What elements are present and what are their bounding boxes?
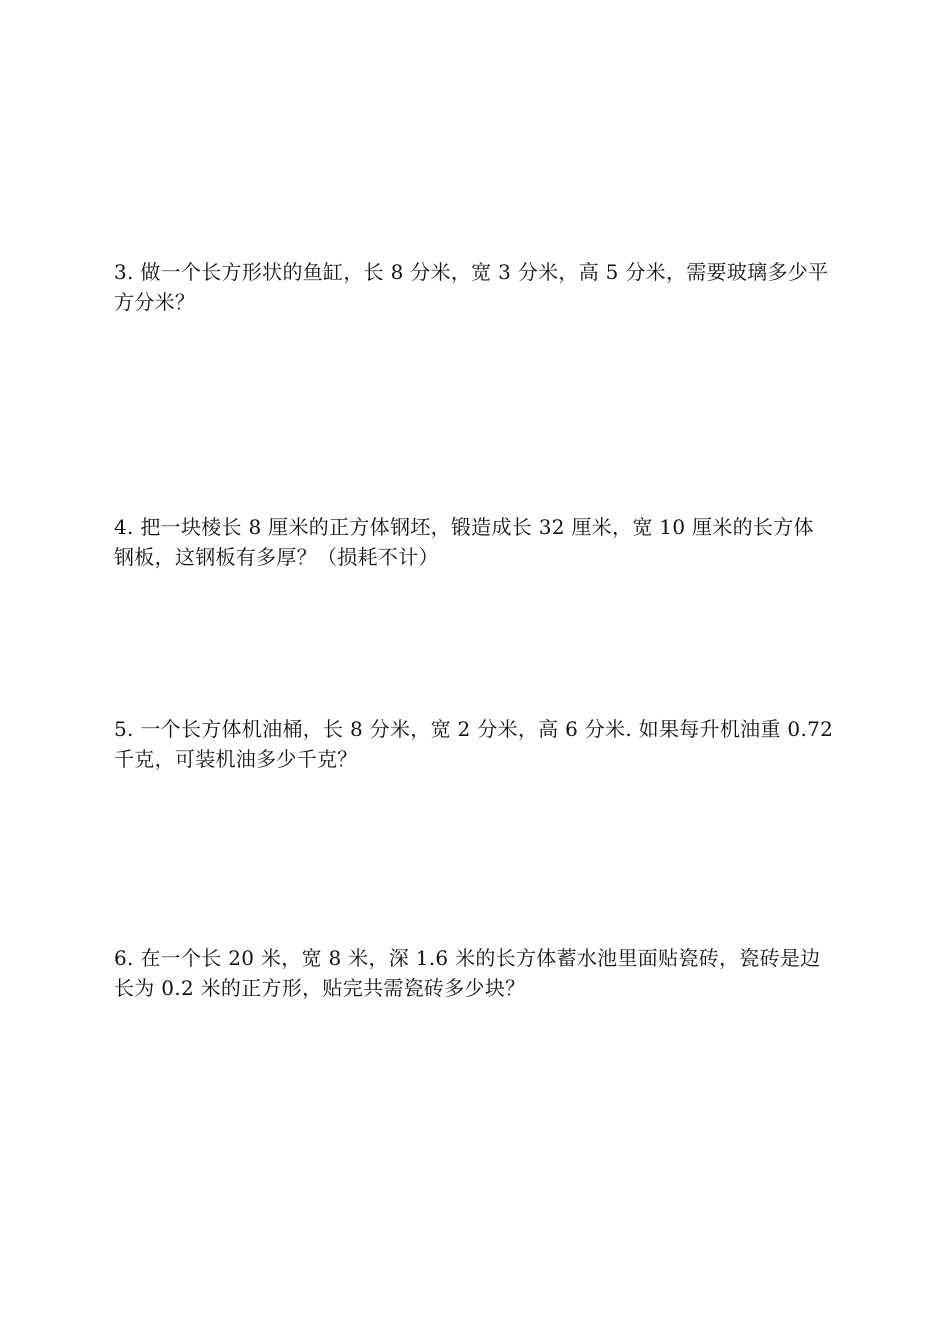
problem-5-line-2: 千克，可装机油多少千克？ [114,747,358,771]
problem-4-line-2: 钢板，这钢板有多厚？（损耗不计） [114,545,439,569]
problem-4-line-1: 4. 把一块棱长 8 厘米的正方体钢坯，锻造成长 32 厘米，宽 10 厘米的长方体 [114,515,814,539]
problem-4 [114,512,840,572]
problem-6 [114,943,840,1003]
problem-6-line-1: 6. 在一个长 20 米，宽 8 米，深 1.6 米的长方体蓄水池里面贴瓷砖，瓷砖是边 [114,946,821,970]
problem-6-line-2: 长为 0.2 米的正方形，贴完共需瓷砖多少块？ [114,976,526,1000]
problem-3-line-1: 3. 做一个长方形状的鱼缸，长 8 分米，宽 3 分米，高 5 分米，需要玻璃多少平 [114,260,829,284]
problem-3-line-2: 方分米？ [114,290,196,314]
problem-5-line-1: 5. 一个长方体机油桶，长 8 分米，宽 2 分米，高 6 分米. 如果每升机油重 0.72 [114,717,834,741]
problem-5 [114,714,840,774]
problem-3 [114,257,840,317]
